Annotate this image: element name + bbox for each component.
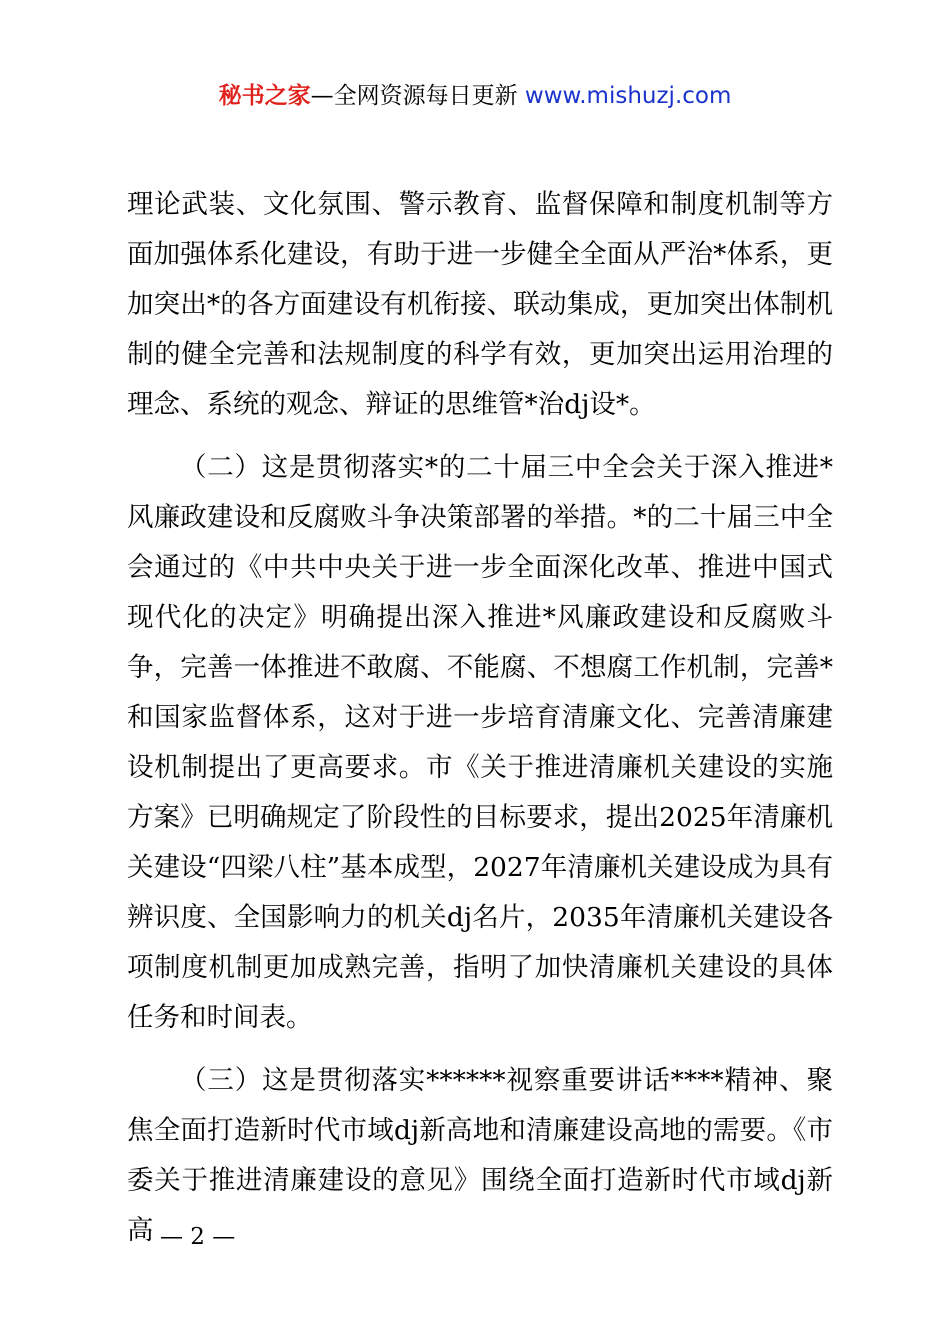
paragraph-section-3: （三）这是贯彻落实******视察重要讲话****精神、聚焦全面打造新时代市域dj新高地和清廉建设高地的需要。《市委关于推进清廉建设的意见》围绕全面打造新时代市域dj新高	[127, 1065, 833, 1246]
paragraph-section-2: （二）这是贯彻落实*的二十届三中全会关于深入推进*风廉政建设和反腐败斗争决策部署的举措。*的二十届三中全会通过的《中共中央关于进一步全面深化改革、推进中国式现代化的决定》明确提出深入推进*风廉政建设和反腐败斗争，完善一体推进不敢腐、不能腐、不想腐工作机制，完善*和国家监督体系，这对于进一步培育清廉文化、完善清廉建设机制提出了更高要求。市《关于推进清廉机关建设的实施方案》已明确规定了阶段性的目标要求，提出2025年清廉机关建设“四梁八柱”基本成型，2027年清廉机关建设成为具有辨识度、全国影响力的机关dj名片，2035年清廉机关建设各项制度机制更加成熟完善，指明了加快清廉机关建设的具体任务和时间表。	[127, 452, 833, 1033]
site-url[interactable]: www.mishuzj.com	[524, 83, 732, 109]
header-tagline: —全网资源每日更新	[310, 83, 518, 109]
brand-name: 秘书之家	[218, 83, 311, 109]
document-body	[127, 180, 833, 1256]
page-header	[0, 78, 950, 114]
paragraph-continued: 理论武装、文化氛围、警示教育、监督保障和制度机制等方面加强体系化建设，有助于进一步健全全面从严治*体系，更加突出*的各方面建设有机衔接、联动集成，更加突出体制机制的健全完善和法规制度的科学有效，更加突出运用治理的理念、系统的观念、辩证的思维管*治dj设*。	[127, 189, 833, 420]
page-number: — 2 —	[160, 1224, 236, 1250]
